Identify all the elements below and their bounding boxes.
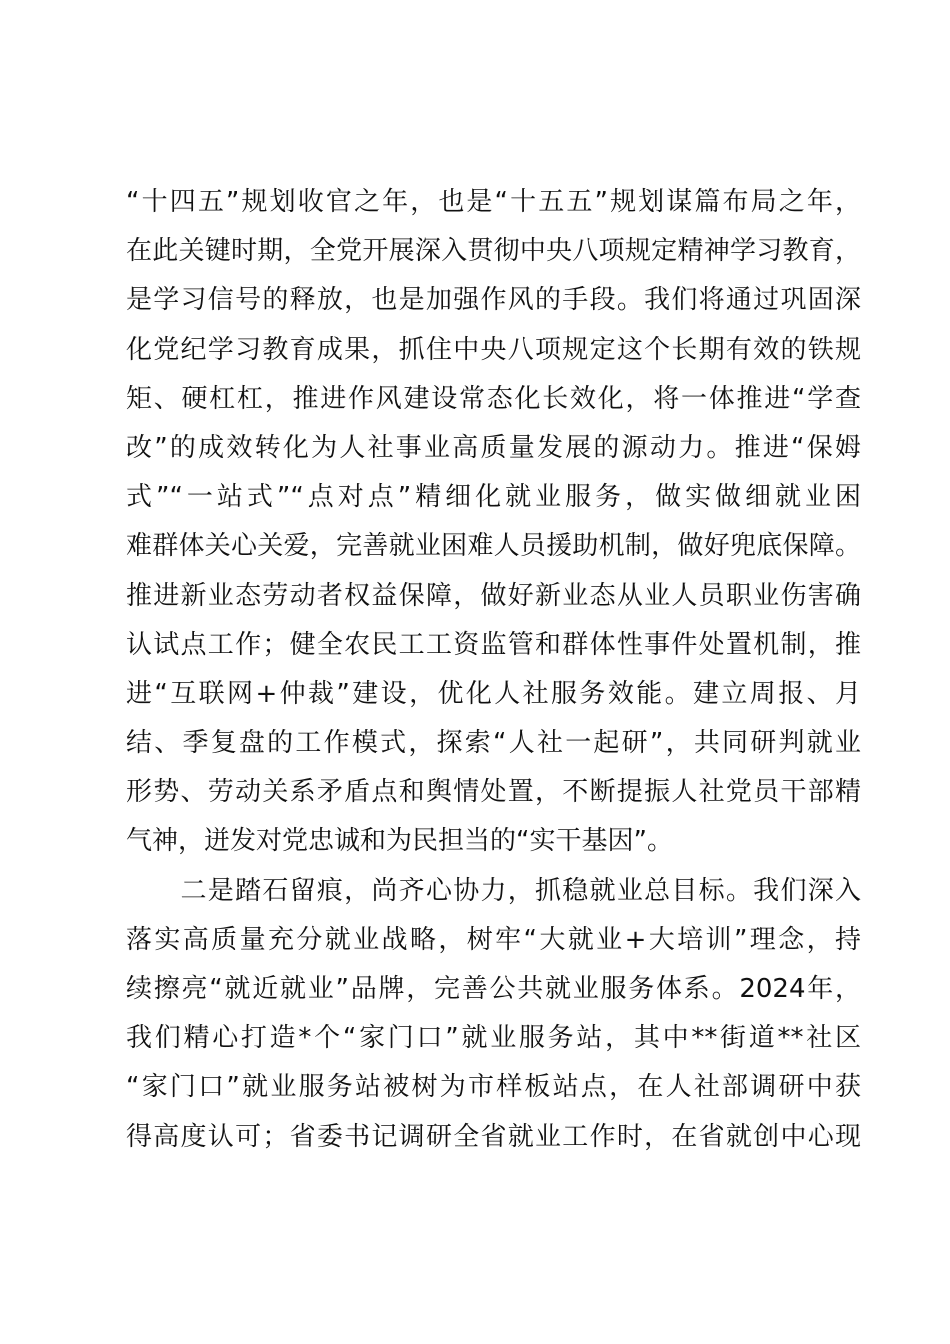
paragraph-1-line: 矩、硬杠杠，推进作风建设常态化长效化，将一体推进“学查 [126, 383, 861, 414]
paragraph-2-line: 得高度认可；省委书记调研全省就业工作时，在省就创中心现 [126, 1121, 861, 1152]
paragraph-1-line: 认试点工作；健全农民工工资监管和群体性事件处置机制，推 [126, 629, 861, 660]
paragraph-2-line: 落实高质量充分就业战略，树牢“大就业+大培训”理念，持 [126, 924, 861, 955]
paragraph-1-line: 形势、劳动关系矛盾点和舆情处置，不断提振人社党员干部精 [126, 777, 861, 808]
body-text [126, 178, 861, 1162]
paragraph-1-line: 化党纪学习教育成果，抓住中央八项规定这个长期有效的铁规 [126, 334, 861, 365]
paragraph-1-line: 进“互联网+仲裁”建设，优化人社服务效能。建立周报、月 [126, 678, 861, 709]
paragraph-1-line: 难群体关心关爱，完善就业困难人员援助机制，做好兜底保障。 [126, 531, 861, 562]
paragraph-1-line: 气神，迸发对党忠诚和为民担当的“实干基因”。 [126, 826, 673, 857]
paragraph-1-line: 结、季复盘的工作模式，探索“人社一起研”，共同研判就业 [126, 728, 861, 759]
paragraph-2-line: 我们精心打造*个“家门口”就业服务站，其中**街道**社区 [126, 1023, 861, 1054]
paragraph-2-line: “家门口”就业服务站被树为市样板站点，在人社部调研中获 [126, 1072, 861, 1103]
paragraph-1-line: 式”“一站式”“点对点”精细化就业服务，做实做细就业困 [126, 482, 861, 513]
paragraph-2-line: 二是踏石留痕，尚齐心协力，抓稳就业总目标。我们深入 [126, 875, 861, 906]
paragraph-2-line: 续擦亮“就近就业”品牌，完善公共就业服务体系。2024年， [126, 974, 861, 1004]
paragraph-1-line: 推进新业态劳动者权益保障，做好新业态从业人员职业伤害确 [126, 580, 861, 611]
paragraph-1-line: 改”的成效转化为人社事业高质量发展的源动力。推进“保姆 [126, 432, 861, 463]
paragraph-1-line: 在此关键时期，全党开展深入贯彻中央八项规定精神学习教育， [126, 236, 861, 267]
paragraph-1-line: 是学习信号的释放，也是加强作风的手段。我们将通过巩固深 [126, 285, 861, 316]
paragraph-1-line: “十四五”规划收官之年，也是“十五五”规划谋篇布局之年， [126, 187, 861, 217]
